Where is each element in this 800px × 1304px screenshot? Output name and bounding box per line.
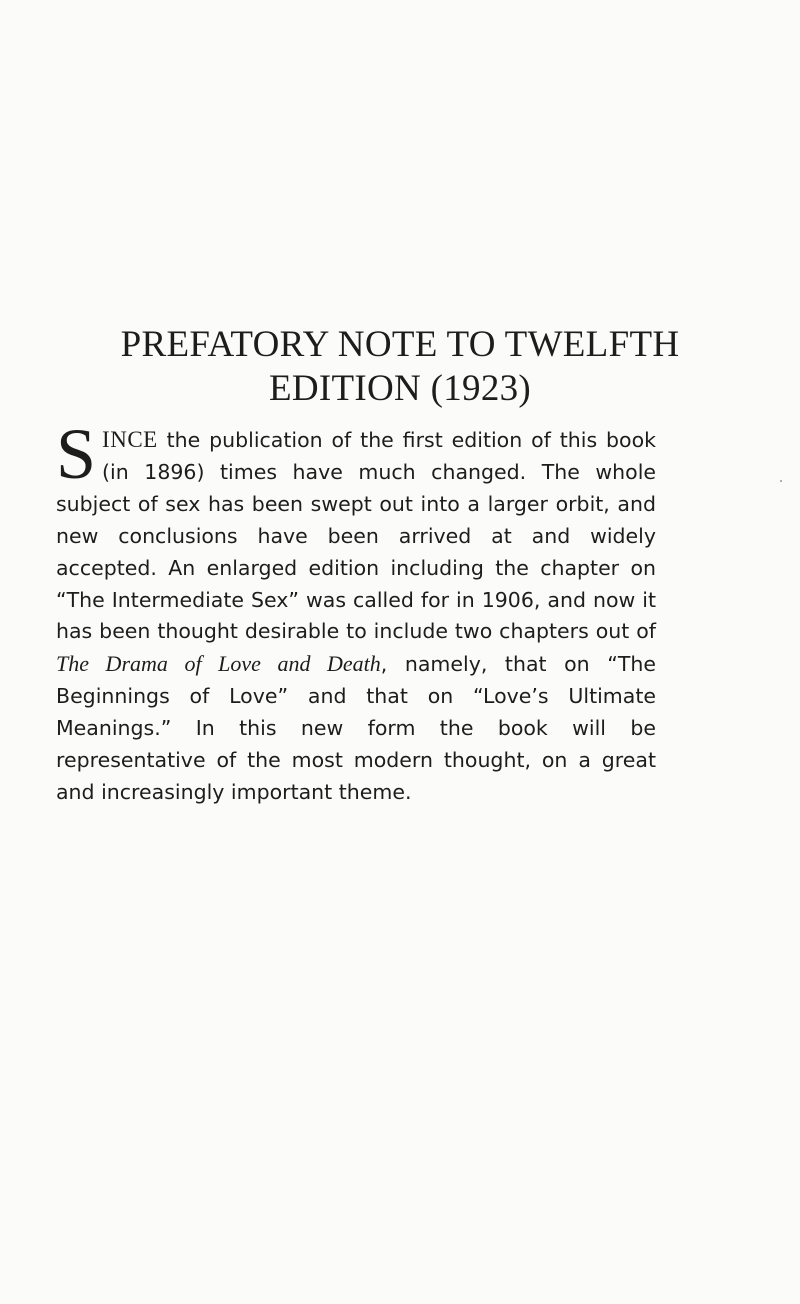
paragraph-text-1: the publication of the first edition of this book (in 1896) times have much changed. The whole subject of sex has been swept out into a larger orbit, and new conclusions have been arrived at and widely accepted. An enlarged edition including the chapter on “The Intermediate Sex” was called for in 1906, and now it has been thought desirable to include two chapters out of: [56, 428, 656, 644]
paragraph-text-2: , namely, that on “The Beginnings of Love” and that on “Love’s Ultimate Meanings.” In this new form the book will be representative of the most modern thought, on a great and increasingly important theme.: [56, 652, 656, 804]
page-speck: [780, 480, 782, 482]
title-line-2: EDITION (1923): [268, 368, 532, 409]
opening-small-caps: INCE: [102, 427, 158, 452]
italic-book-title: The Drama of Love and Death: [56, 651, 381, 677]
title-line-1: PREFATORY NOTE TO TWELFTH: [120, 324, 680, 365]
prefatory-paragraph: [56, 414, 656, 809]
page-title: [80, 323, 720, 411]
drop-cap: S: [56, 414, 97, 494]
